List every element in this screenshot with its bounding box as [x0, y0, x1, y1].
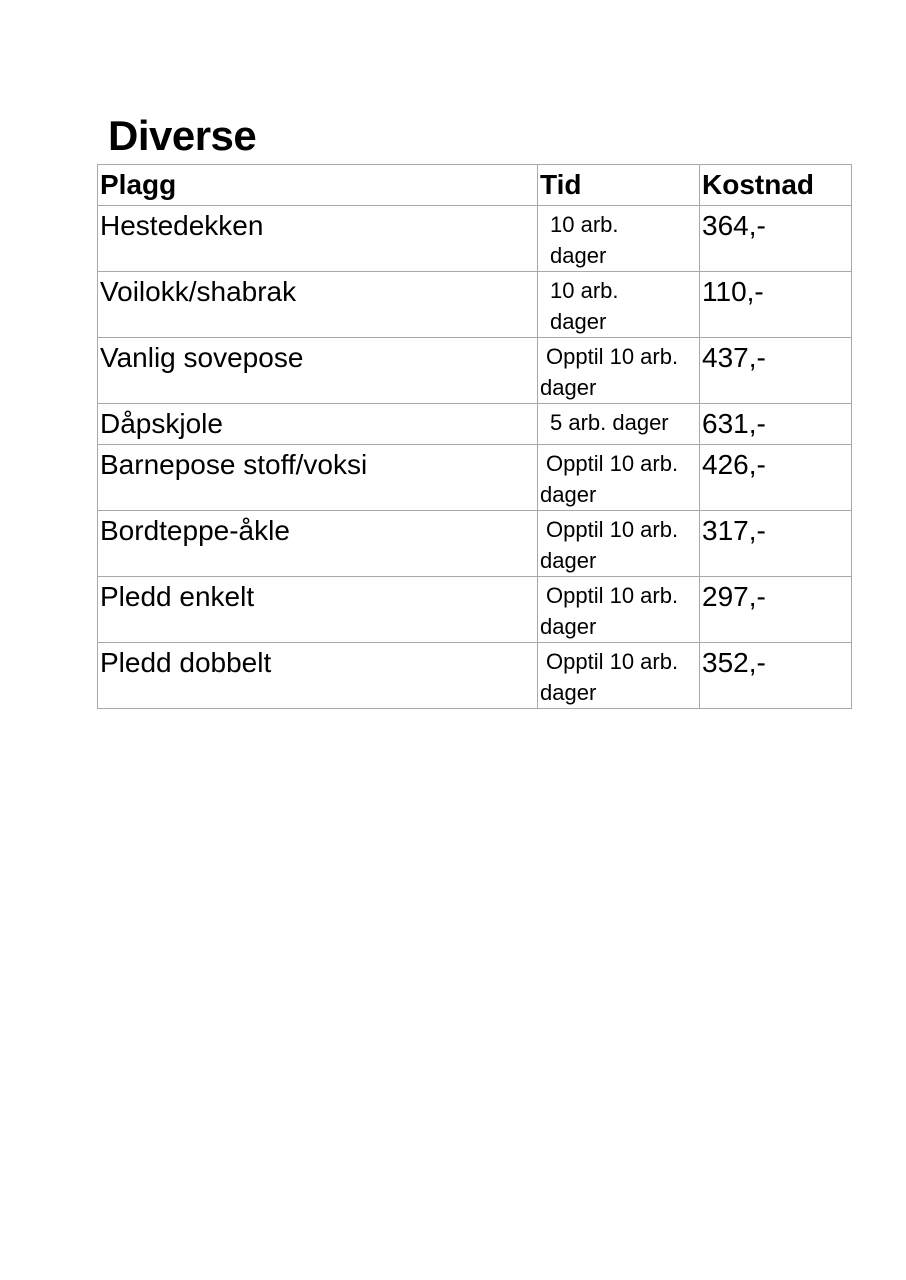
item-cell: Hestedekken [98, 206, 538, 272]
item-cell: Pledd enkelt [98, 577, 538, 643]
time-cell [538, 577, 700, 643]
time-line-1: 10 arb. [550, 212, 619, 237]
table-row [98, 272, 852, 338]
time-cell [538, 643, 700, 709]
item-cell: Voilokk/shabrak [98, 272, 538, 338]
table-row [98, 404, 852, 445]
table-row [98, 643, 852, 709]
cost-cell: 297,- [700, 577, 852, 643]
time-cell [538, 511, 700, 577]
time-line-1: Opptil 10 arb. [546, 583, 679, 608]
item-cell: Barnepose stoff/voksi [98, 445, 538, 511]
cost-cell: 317,- [700, 511, 852, 577]
price-table [97, 164, 852, 709]
table-row [98, 206, 852, 272]
time-line-2: dager [540, 614, 597, 639]
cost-cell: 437,- [700, 338, 852, 404]
cost-cell: 110,- [700, 272, 852, 338]
column-header-item: Plagg [98, 165, 538, 206]
time-line-1: 5 arb. dager [550, 410, 669, 435]
time-line-2: dager [540, 548, 597, 573]
item-cell: Vanlig sovepose [98, 338, 538, 404]
item-cell: Dåpskjole [98, 404, 538, 445]
table-row [98, 338, 852, 404]
time-cell [538, 338, 700, 404]
time-cell [538, 445, 700, 511]
column-header-cost: Kostnad [700, 165, 852, 206]
cost-cell: 364,- [700, 206, 852, 272]
time-cell [538, 404, 700, 445]
time-line-1: Opptil 10 arb. [546, 649, 679, 674]
column-header-time: Tid [538, 165, 700, 206]
time-line-2: dager [540, 375, 597, 400]
table-row [98, 577, 852, 643]
time-line-1: Opptil 10 arb. [546, 517, 679, 542]
cost-cell: 631,- [700, 404, 852, 445]
table-row [98, 445, 852, 511]
time-line-1: Opptil 10 arb. [546, 451, 679, 476]
time-line-2: dager [550, 243, 607, 268]
table-row [98, 511, 852, 577]
time-line-2: dager [540, 482, 597, 507]
time-cell [538, 272, 700, 338]
item-cell: Bordteppe-åkle [98, 511, 538, 577]
time-cell [538, 206, 700, 272]
item-cell: Pledd dobbelt [98, 643, 538, 709]
cost-cell: 426,- [700, 445, 852, 511]
table-header-row [98, 165, 852, 206]
time-line-2: dager [550, 309, 607, 334]
time-line-1: Opptil 10 arb. [546, 344, 679, 369]
time-line-2: dager [540, 680, 597, 705]
cost-cell: 352,- [700, 643, 852, 709]
page-title: Diverse [108, 112, 257, 159]
time-line-1: 10 arb. [550, 278, 619, 303]
